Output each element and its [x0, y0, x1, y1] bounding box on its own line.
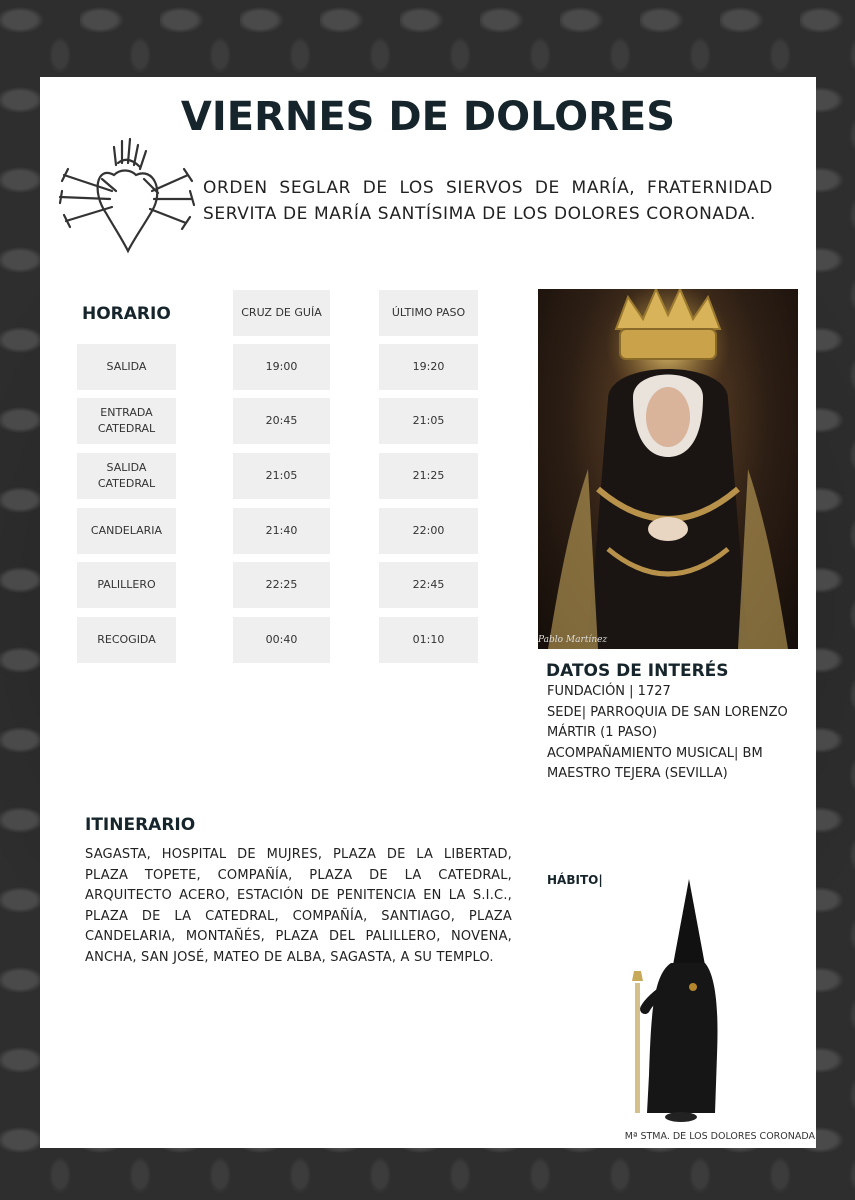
cell-ultimo: 22:45 — [379, 562, 478, 608]
musica-line: ACOMPAÑAMIENTO MUSICAL| BM MAESTRO TEJERA (SEVILLA) — [547, 745, 763, 781]
col-header-cruz: CRUZ DE GUÍA — [233, 290, 330, 336]
page-sheet — [40, 77, 816, 1148]
row-label: CANDELARIA — [77, 508, 176, 554]
cell-cruz: 00:40 — [233, 617, 330, 663]
horario-heading: HORARIO — [82, 304, 171, 324]
cell-cruz: 19:00 — [233, 344, 330, 390]
habito-label: HÁBITO| — [547, 873, 603, 887]
cell-ultimo: 22:00 — [379, 508, 478, 554]
page-title: VIERNES DE DOLORES — [180, 94, 676, 140]
row-label: PALILLERO — [77, 562, 176, 608]
datos-heading: DATOS DE INTERÉS — [546, 661, 729, 681]
cell-cruz: 22:25 — [233, 562, 330, 608]
fundacion-line: FUNDACIÓN | 1727 — [547, 684, 671, 699]
sacred-heart-swords-icon — [56, 135, 196, 263]
row-label: RECOGIDA — [77, 617, 176, 663]
photo-credit: Pablo Martínez — [538, 635, 608, 645]
virgin-image-icon — [538, 289, 798, 649]
cell-ultimo: 21:05 — [379, 398, 478, 444]
cell-cruz: 21:05 — [233, 453, 330, 499]
cell-ultimo: 01:10 — [379, 617, 478, 663]
cell-ultimo: 19:20 — [379, 344, 478, 390]
itinerario-heading: ITINERARIO — [85, 815, 196, 835]
row-label: SALIDA — [77, 344, 176, 390]
cell-cruz: 20:45 — [233, 398, 330, 444]
cell-cruz: 21:40 — [233, 508, 330, 554]
virgin-photo — [538, 289, 798, 649]
row-label: ENTRADA CATEDRAL — [77, 398, 176, 444]
col-header-ultimo: ÚLTIMO PASO — [379, 290, 478, 336]
itinerario-text: SAGASTA, HOSPITAL DE MUJRES, PLAZA DE LA LIBERTAD, PLAZA TOPETE, COMPAÑÍA, PLAZA DE LA CATEDRAL, ARQUITECTO ACERO, ESTACIÓN DE PENITENCIA EN LA S.I.C., PLAZA DE LA CATEDRAL, COMPAÑÍA, SANTIAGO, PLAZA CANDELARIA, MONTAÑÉS, PLAZA DEL PALILLERO, NOVENA, ANCHA, SAN JOSÉ, MATEO DE ALBA, SAGASTA, A SU TEMPLO. — [85, 847, 512, 965]
datos-block — [547, 682, 812, 785]
sede-line: SEDE| PARROQUIA DE SAN LORENZO MÁRTIR (1 PASO) — [547, 704, 788, 740]
nazareno-figure-icon — [623, 875, 743, 1125]
brotherhood-name: ORDEN SEGLAR DE LOS SIERVOS DE MARÍA, FRATERNIDAD SERVITA DE MARÍA SANTÍSIMA DE LOS DOLORES CORONADA. — [203, 178, 773, 224]
cell-ultimo: 21:25 — [379, 453, 478, 499]
row-label: SALIDA CATEDRAL — [77, 453, 176, 499]
figure-caption: Mª STMA. DE LOS DOLORES CORONADA — [624, 1131, 815, 1142]
